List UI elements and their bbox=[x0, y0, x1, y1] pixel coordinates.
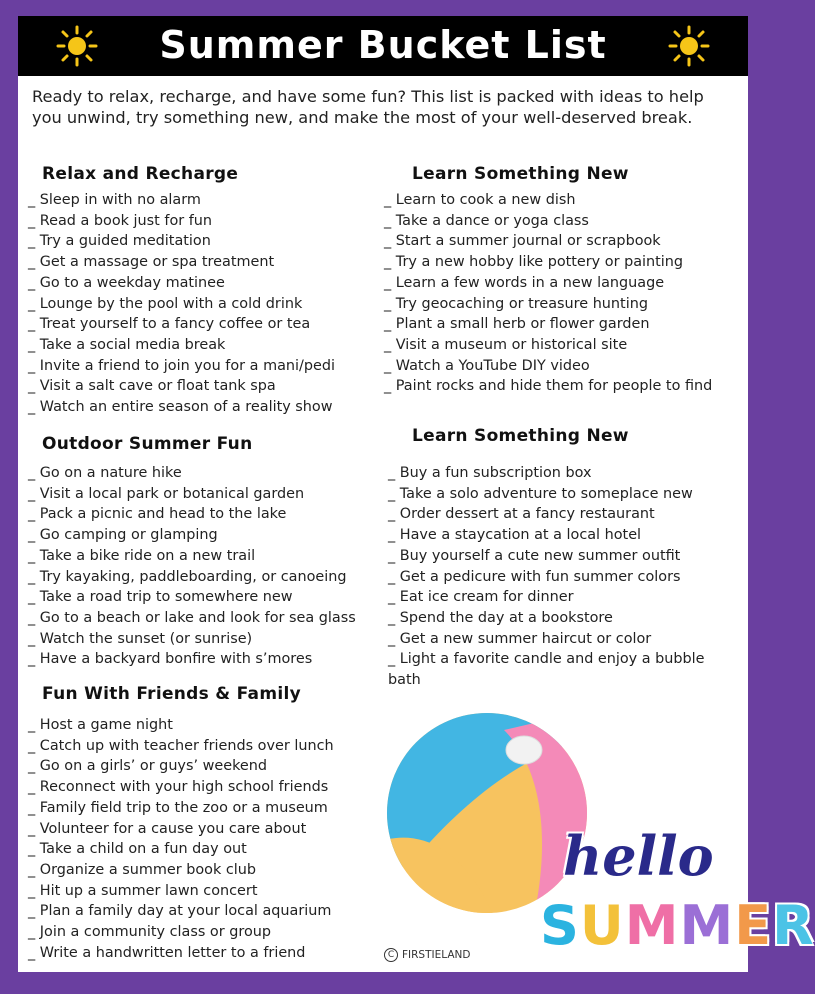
checklist-item: _ Take a social media break bbox=[28, 336, 226, 353]
checklist-item: _ Start a summer journal or scrapbook bbox=[384, 233, 661, 250]
checklist-item: _ Go on a girls’ or guys’ weekend bbox=[28, 758, 268, 775]
checklist-item: _ Visit a salt cave or float tank spa bbox=[28, 378, 276, 395]
checklist-item: _ Buy a fun subscription box bbox=[388, 465, 592, 481]
checklist-item: _ Light a favorite candle and enjoy a bubble bath bbox=[388, 651, 705, 689]
checklist-item: _ Take a solo adventure to someplace new bbox=[388, 485, 693, 502]
checklist-item: _ Go to a beach or lake and look for sea glass bbox=[28, 609, 356, 626]
summer-letter: R bbox=[772, 894, 815, 957]
copyright-icon: C bbox=[384, 948, 398, 962]
checklist-item: _ Hit up a summer lawn concert bbox=[28, 882, 258, 899]
section-friends bbox=[28, 682, 334, 963]
checklist-item: _ Lounge by the pool with a cold drink bbox=[28, 295, 303, 312]
checklist-item: _ Write a handwritten letter to a friend bbox=[28, 944, 306, 961]
checklist-item: _ Host a game night bbox=[28, 717, 173, 733]
section-heading: Learn Something New bbox=[412, 426, 629, 446]
checklist-item: _ Treat yourself to a fancy coffee or tea bbox=[28, 316, 311, 333]
checklist-item: _ Try kayaking, paddleboarding, or canoeing bbox=[28, 568, 347, 585]
checklist-item: _ Visit a museum or historical site bbox=[384, 336, 628, 353]
checklist-item: _ Pack a picnic and head to the lake bbox=[28, 506, 287, 523]
checklist-item: _ Take a road trip to somewhere new bbox=[28, 589, 293, 606]
beach-ball-image bbox=[384, 710, 590, 916]
checklist-item: _ Paint rocks and hide them for people to find bbox=[384, 378, 713, 395]
summer-letter: M bbox=[679, 894, 735, 957]
title-banner bbox=[18, 16, 748, 76]
checklist-item: _ Order dessert at a fancy restaurant bbox=[388, 506, 655, 523]
checklist-item: _ Visit a local park or botanical garden bbox=[28, 485, 305, 502]
checklist-item: _ Learn a few words in a new language bbox=[384, 274, 665, 291]
checklist-item: _ Get a new summer haircut or color bbox=[388, 630, 652, 647]
checklist-item: _ Plan a family day at your local aquarium bbox=[28, 903, 332, 920]
checklist bbox=[28, 190, 335, 418]
hello-lettering: hello bbox=[563, 824, 714, 888]
checklist-item: _ Try a new hobby like pottery or painting bbox=[384, 254, 684, 271]
section-heading: Relax and Recharge bbox=[42, 164, 239, 184]
checklist-item: _ Read a book just for fun bbox=[28, 212, 213, 229]
checklist bbox=[384, 190, 712, 397]
checklist-item: _ Reconnect with your high school friends bbox=[28, 779, 329, 796]
checklist bbox=[28, 715, 334, 963]
copyright-notice bbox=[384, 948, 470, 962]
checklist-item: _ Go camping or glamping bbox=[28, 527, 218, 544]
checklist bbox=[28, 463, 356, 670]
checklist-item: _ Buy yourself a cute new summer outfit bbox=[388, 547, 681, 564]
summer-lettering bbox=[540, 894, 815, 957]
checklist-item: _ Have a staycation at a local hotel bbox=[388, 527, 642, 544]
checklist-item: _ Organize a summer book club bbox=[28, 861, 257, 878]
section-outdoor bbox=[28, 432, 356, 670]
copyright-text: FIRSTIELAND bbox=[402, 949, 471, 961]
checklist-item: _ Try a guided meditation bbox=[28, 233, 211, 250]
checklist-item: _ Get a massage or spa treatment bbox=[28, 254, 275, 271]
checklist-item: _ Have a backyard bonfire with s’mores bbox=[28, 651, 313, 668]
section-heading: Outdoor Summer Fun bbox=[42, 434, 253, 454]
checklist-item: _ Sleep in with no alarm bbox=[28, 192, 201, 208]
checklist-item: _ Volunteer for a cause you care about bbox=[28, 820, 307, 837]
section-heading: Learn Something New bbox=[412, 164, 629, 184]
checklist-item: _ Try geocaching or treasure hunting bbox=[384, 295, 648, 312]
sun-icon bbox=[668, 25, 710, 67]
checklist-item: _ Watch a YouTube DIY video bbox=[384, 357, 590, 374]
checklist-item: _ Take a dance or yoga class bbox=[384, 212, 589, 229]
summer-letter: S bbox=[540, 894, 580, 957]
checklist-item: _ Go to a weekday matinee bbox=[28, 274, 225, 291]
summer-letter: U bbox=[579, 894, 625, 957]
checklist-item: _ Catch up with teacher friends over lunch bbox=[28, 737, 334, 754]
page-title: Summer Bucket List bbox=[159, 23, 607, 67]
checklist-item: _ Go on a nature hike bbox=[28, 465, 182, 481]
checklist-item: _ Watch the sunset (or sunrise) bbox=[28, 630, 253, 647]
checklist-item: _ Invite a friend to join you for a mani/pedi bbox=[28, 357, 335, 374]
worksheet-page bbox=[18, 16, 815, 972]
checklist-item: _ Plant a small herb or flower garden bbox=[384, 316, 650, 333]
summer-letter: M bbox=[624, 894, 680, 957]
checklist-item: _ Take a child on a fun day out bbox=[28, 841, 247, 858]
checklist-item: _ Learn to cook a new dish bbox=[384, 192, 576, 208]
checklist-item: _ Join a community class or group bbox=[28, 924, 272, 941]
checklist-item: _ Spend the day at a bookstore bbox=[388, 609, 613, 626]
section-learn-1 bbox=[384, 162, 712, 397]
intro-paragraph: Ready to relax, recharge, and have some fun? This list is packed with ideas to help you unwind, try something new, and make the most of your well-deserved break. bbox=[32, 87, 704, 127]
checklist-item: _ Get a pedicure with fun summer colors bbox=[388, 568, 681, 585]
checklist-item: _ Take a bike ride on a new trail bbox=[28, 547, 256, 564]
summer-letter: E bbox=[734, 894, 773, 957]
checklist-item: _ Eat ice cream for dinner bbox=[388, 589, 574, 606]
section-heading: Fun With Friends & Family bbox=[42, 684, 301, 704]
checklist-item: _ Watch an entire season of a reality show bbox=[28, 399, 333, 416]
checklist bbox=[388, 463, 733, 691]
checklist-item: _ Family field trip to the zoo or a museum bbox=[28, 799, 328, 816]
section-learn-2 bbox=[384, 424, 733, 691]
section-relax bbox=[28, 162, 335, 418]
